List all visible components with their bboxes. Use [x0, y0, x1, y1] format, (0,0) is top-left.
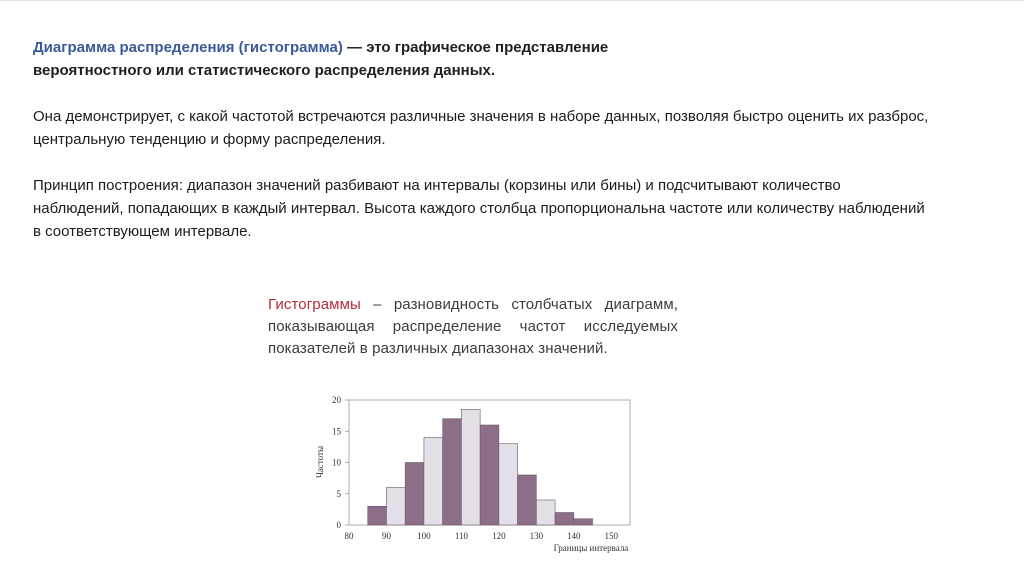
heading-rest-line2: вероятностного или статистического распределения данных. — [33, 62, 496, 79]
x-tick-label: 110 — [454, 531, 468, 541]
bars-group — [368, 409, 593, 525]
histogram-bar — [424, 438, 443, 526]
caption-highlight: Гистограммы — [268, 296, 361, 313]
histogram-chart — [262, 380, 682, 566]
histogram-bar — [443, 419, 462, 525]
caption-rest: – разновидность столбчатых диаграмм, показывающая распределение частот исследуемых показателей в различных диапазонах значений. — [268, 296, 678, 357]
x-tick-label: 120 — [492, 531, 506, 541]
histogram-bar — [499, 444, 518, 525]
histogram-bar — [461, 409, 480, 525]
y-tick-label: 15 — [332, 426, 341, 437]
top-divider — [0, 0, 1024, 1]
x-tick-label: 80 — [344, 531, 354, 541]
x-tick-label: 150 — [604, 531, 619, 541]
y-tick-label: 20 — [332, 395, 341, 405]
slide-text — [33, 36, 933, 243]
y-tick-label: 5 — [336, 488, 341, 499]
y-ticks-group — [332, 395, 349, 530]
slide-heading — [33, 36, 933, 82]
histogram-bar — [555, 513, 574, 526]
paragraph-construction: Принцип построения: диапазон значений разбивают на интервалы (корзины или бины) и подсчитывают количество наблюдений, попадающих в каждый интервал. Высота каждого столбца пропорциональна частоте или количеству наблюдений в соответствующем интервале. — [33, 177, 925, 240]
histogram-bar — [405, 463, 424, 526]
x-tick-label: 140 — [567, 531, 581, 541]
x-axis-label: Границы интервала — [553, 543, 629, 553]
y-tick-label: 10 — [332, 457, 341, 468]
x-tick-label: 100 — [417, 531, 431, 541]
histogram-bar — [518, 475, 537, 525]
heading-rest-line1: — это графическое представление — [342, 39, 609, 56]
heading-accent: Диаграмма распределения (гистограмма) — [33, 39, 343, 56]
y-tick-label: 0 — [336, 520, 341, 530]
x-tick-label: 130 — [529, 531, 544, 541]
histogram-bar — [386, 488, 405, 526]
x-ticks-group — [345, 531, 619, 541]
histogram-figure — [262, 294, 682, 566]
paragraph-description: Она демонстрирует, с какой частотой встречаются различные значения в наборе данных, позволяя быстро оценить их разброс, центральную тенденцию и форму распределения. — [33, 108, 929, 148]
histogram-bar — [368, 506, 387, 525]
histogram-bar — [536, 500, 555, 525]
histogram-bar — [480, 425, 499, 525]
y-axis-label: Частоты — [315, 445, 325, 479]
figure-caption — [268, 294, 678, 360]
x-tick-label: 90 — [381, 531, 391, 541]
histogram-bar — [574, 519, 593, 525]
